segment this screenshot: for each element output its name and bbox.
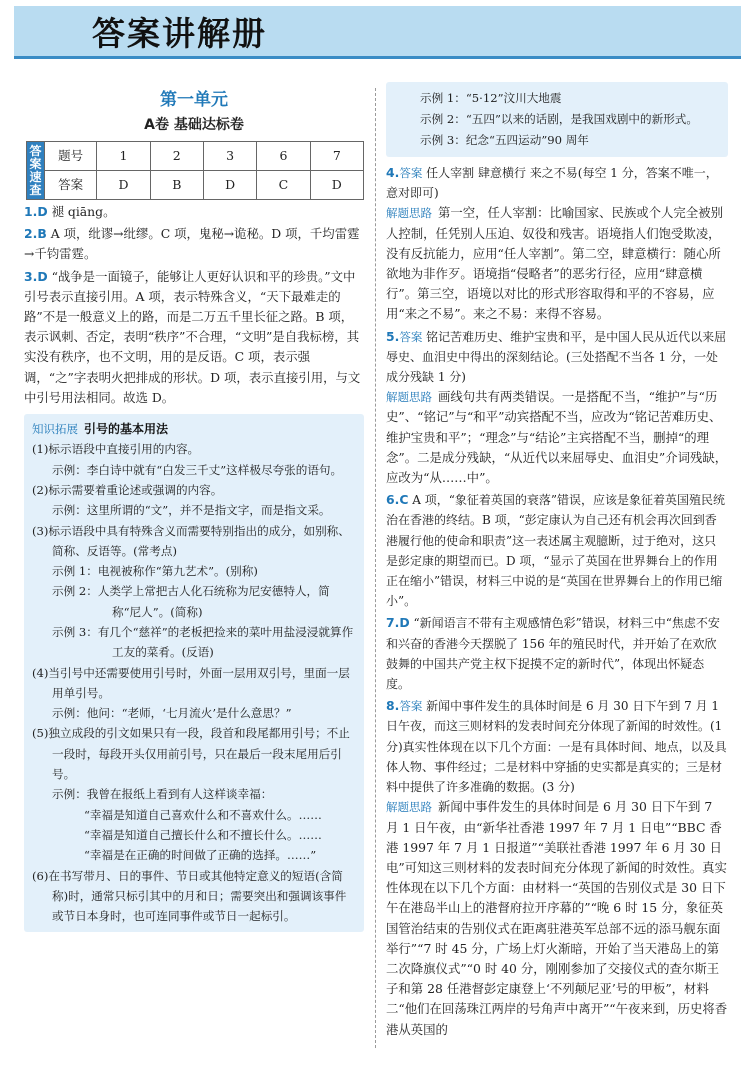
knowledge-line: (2)标示需要着重论述或强调的内容。 (32, 482, 223, 497)
answer-text: 铭记苦难历史、维护宝贵和平，是中国人民从近代以来屈辱史、血泪史中得出的深刻结论。(三处搭配不当各 1 分，一处成分残缺 1 分) (386, 329, 727, 385)
answer-cell: D (310, 171, 363, 200)
example-line: 示例 2：“五四”以来的话剧，是我国戏剧中的新形式。 (420, 112, 698, 126)
knowledge-line: 示例：这里所谓的“文”，并不是指文字，而是指文采。 (52, 503, 331, 518)
question-number: 2 (150, 142, 203, 171)
right-answer-items (386, 163, 728, 1040)
answer-text: 任人宰割 肆意横行 来之不易(每空 1 分，答案不唯一，意对即可) (386, 166, 718, 201)
solution-block (386, 203, 728, 324)
right-column (386, 82, 728, 1040)
item-number: 7.D (386, 615, 410, 631)
juan-title: A卷 基础达标卷 (144, 117, 244, 133)
item-number: 5. (386, 328, 400, 344)
knowledge-line: 示例：他问：“老师，‘七月流火’是什么意思？” (52, 706, 292, 721)
page-header (0, 0, 750, 66)
solution-block (386, 797, 728, 1039)
knowledge-box-heading (32, 419, 356, 439)
item-text: A 项，纰谬→纰缪。C 项，鬼秘→诡秘。D 项，千均雷霆→千钧雷霆。 (24, 226, 360, 262)
answer-item (386, 613, 728, 694)
answer-table (26, 141, 364, 200)
item-text: “战争是一面镜子，能够让人更好认识和平的珍贵。”文中引号表示直接引用。A 项，表示特殊含义，“天下最难走的路”不是一般意义上的路，而是二万五千里长征之路。B 项，表示讽刺、否定，表明“秩序”不合理，“文明”是自我标榜，其实没有秩序，也不文明，用的是反语。C 项，表示强调，“之”字表明火把排成的形状。D 项，表示直接引用，与文中引号用法相同。故选 D。 (24, 268, 361, 405)
solution-text: 第一空，任人宰割：比喻国家、民族或个人完全被别人控制，任凭别人压迫、奴役和残害。语境指人们饱受欺凌，没有反抗能力，应用“任人宰割”。第二空，肆意横行：随心所欲地为非作歹。语境指“侵略者”的恶劣行径，应用“肆意横行”。第三空，语境以对比的形式形容取得和平的不容易，应用“来之不易”。来之不易：来得不容易。 (386, 205, 723, 322)
column-divider (375, 88, 376, 1048)
answer-text: “新闻语言不带有主观感情色彩”错误，材料三中“焦虑不安和兴奋的香港今天摆脱了 156 年的殖民时代，并开始了在欢欣鼓舞的中国共产党主权下捉摸不定的新时代”，体现出怀疑态度。 (386, 616, 720, 692)
left-answer-items (24, 202, 364, 408)
knowledge-line: (3)标示语段中具有特殊含义而需要特别指出的成分，如别称、简称、反语等。(常考点) (32, 523, 350, 558)
answer-cell: D (97, 171, 150, 200)
item-text: 褪 qiāng。 (47, 204, 116, 219)
solution-text: 画线句共有两类错误。一是搭配不当，“维护”与“历史”、“铭记”与“和平”动宾搭配不当，应改为“铭记苦难历史、维护宝贵和平”；“理念”与“结论”主宾搭配不当，删掉“的理念”。二是成分残缺，“从近代以来屈辱史、血泪史”介词残缺，应改为“从……中”。 (386, 389, 728, 486)
left-column (24, 82, 364, 932)
knowledge-line: 示例 2：人类学上常把古人化石统称为尼安德特人，简称“尼人”。(简称) (52, 584, 330, 619)
solution-label: 解题思路 (386, 390, 432, 405)
question-number: 1 (97, 142, 150, 171)
row-header-number: 题号 (44, 142, 96, 171)
knowledge-line: 示例：我曾在报纸上看到有人这样谈幸福： (52, 787, 273, 802)
answer-label: 答案 (399, 166, 423, 180)
answer-table-label: 答 案 速 查 (27, 142, 45, 200)
item-number: 1.D (24, 204, 48, 219)
answer-item (386, 696, 728, 797)
knowledge-box-title: 引号的基本用法 (84, 422, 169, 437)
answer-label: 答案 (399, 699, 423, 714)
answer-item (386, 163, 728, 203)
answer-item (24, 202, 364, 222)
item-number: 2.B (24, 226, 47, 242)
knowledge-box (24, 414, 364, 932)
header-rule (14, 56, 741, 59)
solution-label: 解题思路 (386, 206, 432, 221)
question-number: 3 (203, 142, 256, 171)
knowledge-line: 示例 3：有几个“慈祥”的老板把捡来的菜叶用盐浸浸就算作工友的菜肴。(反语) (52, 625, 354, 660)
knowledge-line: (4)当引号中还需要使用引号时，外面一层用双引号，里面一层用单引号。 (32, 665, 350, 700)
solution-block (386, 387, 728, 488)
example-line: 示例 1：“5·12”汶川大地震 (420, 91, 562, 105)
knowledge-line: “幸福是知道自己喜欢什么和不喜欢什么。…… (84, 807, 322, 822)
item-number: 4. (386, 165, 400, 180)
solution-text: 新闻中事件发生的具体时间是 6 月 30 日下午到 7 月 1 日午夜，由“新华社香港 1997 年 7 月 1 日电”“BBC 香港 1997 年 7 月 1 日报道”“美联社香港 1997 年 6 月 30 日电”可知这三则材料的发表时间充分体现了新闻的时效性。真实性体现在以下几个方面：由材料一“英国的告别仪式是 30 日下午在港岛半山上的港督府拉开序幕的”“晚 6 时 15 分，象征英国管治结束的告别仪式在距离驻港英军总部不远的添马舰东面举行”“7 时 45 分，广场上灯火渐暗，开始了当天港岛上的第二次降旗仪式”“0 时 40 分，刚刚参加了交接仪式的查尔斯王子和第 28 任港督彭定康登上‘不列颠尼亚’号的甲板”，材料二“他们在回荡珠江两岸的号角声中离开”“午夜来到，历史将香港从英国的 (386, 799, 728, 1037)
answer-item (24, 267, 364, 408)
knowledge-line: “幸福是知道自己擅长什么和不擅长什么。…… (84, 827, 322, 842)
answer-item (386, 490, 728, 611)
answer-cell: B (150, 171, 203, 200)
knowledge-line: 示例 1：电视被称作“第九艺术”。(别称) (52, 564, 258, 579)
answer-item (24, 224, 364, 264)
answer-cell: C (257, 171, 310, 200)
knowledge-line: (1)标示语段中直接引用的内容。 (32, 442, 200, 457)
unit-title: 第一单元 (160, 90, 228, 110)
example-box (386, 82, 728, 157)
item-number: 6.C (386, 492, 409, 508)
example-line: 示例 3：纪念“五四运动”90 周年 (420, 133, 589, 147)
knowledge-box-lines (32, 439, 356, 926)
knowledge-line: (6)在书写带月、日的事件、节日或其他特定意义的短语(含简称)时，通常只标引其中的月和日；需要突出和强调该事件或节日本身时，也可连同事件或节日一起标引。 (32, 868, 347, 924)
answer-cell: D (203, 171, 256, 200)
question-number: 6 (257, 142, 310, 171)
knowledge-line: “幸福是在正确的时间做了正确的选择。……” (84, 848, 317, 863)
item-number: 8. (386, 698, 400, 714)
knowledge-line: 示例：李白诗中就有“白发三千丈”这样极尽夸张的语句。 (52, 462, 343, 477)
answer-text: 新闻中事件发生的具体时间是 6 月 30 日下午到 7 月 1 日午夜，而这三则材料的发表时间充分体现了新闻的时效性。(1 分)真实性体现在以下几个方面：一是有具体时间、地点，以及具体人物、事件经过；二是材料中穿插的史实都是真实的；三是材料中提供了许多准确的数据。(3 分) (386, 699, 727, 795)
answer-text: A 项，“象征着英国的衰落”错误，应该是象征着英国殖民统治在香港的终结。B 项，“彭定康认为自己还有机会再次回到香港履行他的使命和职责”这一表述属主观臆断，过于绝对，这只是彭定康的期望而已。D 项，“显示了英国在世界舞台上的作用正在缩小”错误，材料三中说的是“英国在世界舞台上的作用已缩小”。 (386, 493, 725, 609)
row-header-answer: 答案 (44, 171, 96, 200)
header-title: 答案讲解册 (92, 14, 267, 53)
question-number: 7 (310, 142, 363, 171)
item-number: 3.D (24, 268, 48, 284)
answer-item (386, 327, 728, 388)
knowledge-line: (5)独立成段的引文如果只有一段，段首和段尾都用引号；不止一段时，每段开头仅用前引号，只在最后一段末尾用后引号。 (32, 726, 350, 782)
answer-label: 答案 (399, 329, 423, 344)
solution-label: 解题思路 (386, 800, 432, 815)
knowledge-box-label: 知识拓展 (32, 422, 78, 437)
